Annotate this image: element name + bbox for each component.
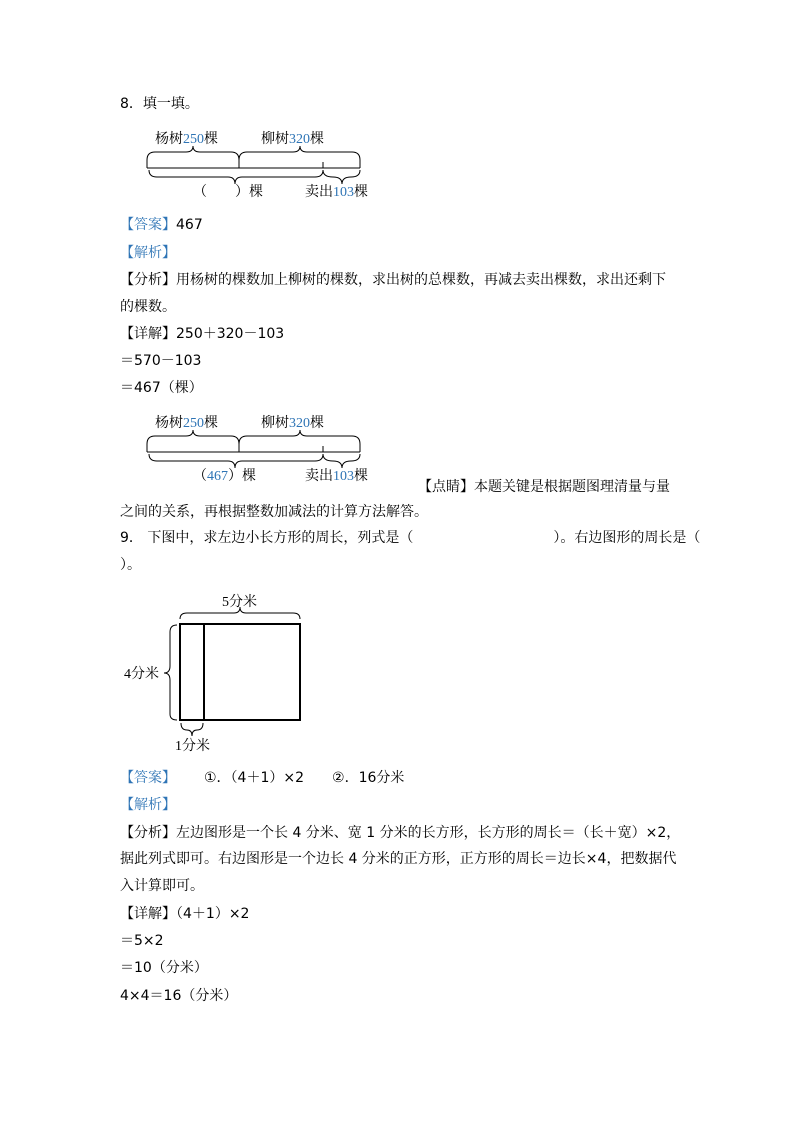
willow-label: 柳树320棵 <box>261 132 324 147</box>
q8-analysis-tag: 【解析】 <box>120 245 176 261</box>
q9-analysis-tag: 【解析】 <box>120 797 176 813</box>
q8-detail: 【详解】250＋320－103 <box>120 326 285 342</box>
q9-fenxi-3: 入计算即可。 <box>120 878 204 894</box>
q8-answer: 【答案】467 <box>120 217 203 233</box>
tree-diagram-question <box>147 130 368 200</box>
q9-detail: 【详解】（4＋1）×2 <box>120 906 250 922</box>
sold-label: 卖出103棵 <box>305 469 368 484</box>
bottom-length-label: 1分米 <box>175 739 210 754</box>
q8-dianjing: 【点睛】本题关键是根据题图理清量与量 <box>418 479 670 495</box>
q9-fenxi-2: 据此列式即可。右边图形是一个边长 4 分米的正方形，正方形的周长＝边长×4，把数据代 <box>120 851 677 867</box>
willow-label: 柳树320棵 <box>261 416 324 431</box>
q9-answer: 【答案】 ①．（4＋1）×2 ②．16分米 <box>120 770 405 786</box>
blank-label: （ ）棵 <box>193 185 263 200</box>
q9-title: 9． 下图中，求左边小长方形的周长，列式是（ ）。右边图形的周长是（ <box>120 530 701 546</box>
q8-detail-3: ＝467（棵） <box>120 380 203 396</box>
top-length-label: 5分米 <box>222 595 257 610</box>
q8-dianjing-cont: 之间的关系，再根据整数加减法的计算方法解答。 <box>120 504 428 520</box>
left-length-label: 4分米 <box>124 667 159 682</box>
sold-label: 卖出103棵 <box>305 185 368 200</box>
q8-detail-2: ＝570－103 <box>120 353 202 369</box>
q9-fenxi: 【分析】左边图形是一个长 4 分米、宽 1 分米的长方形，长方形的周长＝（长＋宽）×2， <box>120 825 681 841</box>
q8-fenxi-cont: 的棵数。 <box>120 299 176 315</box>
q9-detail-2: ＝5×2 <box>120 933 164 949</box>
q9-detail-3: ＝10（分米） <box>120 960 208 976</box>
q9-detail-4: 4×4＝16（分米） <box>120 988 238 1004</box>
poplar-label: 杨树250棵 <box>155 416 218 431</box>
rectangle-figure <box>124 593 300 754</box>
q8-fenxi: 【分析】用杨树的棵数加上柳树的棵数，求出树的总棵数，再减去卖出棵数，求出还剩下 <box>120 272 666 288</box>
q9-title-cont: ）。 <box>120 557 141 573</box>
q8-title: 8．填一填。 <box>120 96 199 112</box>
tree-diagram-answer <box>147 414 368 484</box>
poplar-label: 杨树250棵 <box>155 132 218 147</box>
answer-label: （467）棵 <box>193 469 256 484</box>
